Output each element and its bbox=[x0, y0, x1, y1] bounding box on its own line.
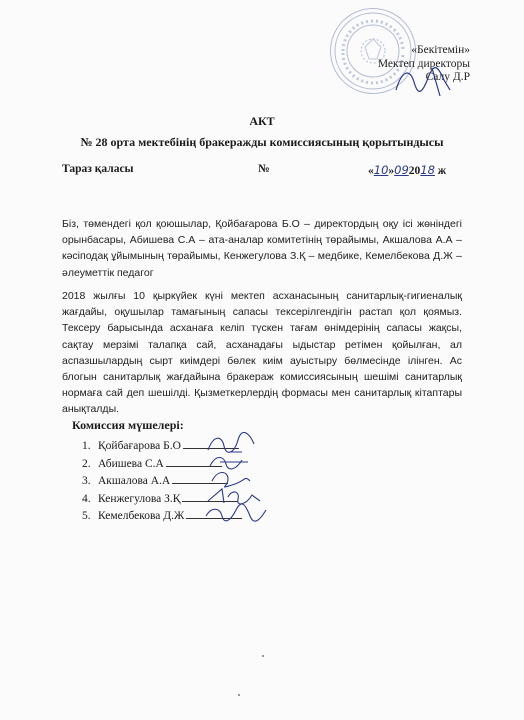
member-number: 3. bbox=[82, 475, 91, 488]
members-list bbox=[82, 438, 242, 526]
member-number: 4. bbox=[82, 492, 91, 505]
approval-line-3: Салу Д.Р bbox=[425, 71, 470, 83]
approval-line-2: Мектеп директоры bbox=[377, 57, 470, 70]
document-title: АКТ bbox=[249, 114, 275, 128]
member-name: Акшалова А.А bbox=[98, 475, 171, 488]
member-name: Кемелбекова Д.Ж bbox=[98, 510, 185, 523]
date-year: 18 bbox=[420, 163, 435, 177]
scan-speck bbox=[238, 694, 240, 696]
member-name: Кенжегулова З.Қ bbox=[98, 492, 181, 505]
scan-speck bbox=[262, 655, 264, 657]
member-name: Абишева С.А bbox=[98, 457, 164, 470]
member-item bbox=[82, 508, 242, 526]
city-label: Тараз қаласы bbox=[62, 163, 134, 175]
date-year-prefix: 20 bbox=[408, 165, 421, 177]
findings-paragraph: 2018 жылғы 10 қыркүйек күні мектеп асханасының санитарлық-гигиеналық жағдайы, оқушылар тамағының сапасы тексерілгендігін растап қол қоямыз. Тексеру барысында асханаға келіп түскен тағам өнімдерінің сапасы жақсы, сақтау мерзімі талапқа сай, асханадағы ыдыстар ретімен қойылған, ал аспазшылардың сырт киімдері бөлек киім ауыстыру бөлмесінде ілінген. Ас блогын санитарлық жағдайына бракераж комиссиясының шешімі санитарлық нормаға сай деп шешілді. Қызметкерлердің формасы мен санитарлық кітаптары анықталды. bbox=[62, 290, 462, 416]
approval-line-1: «Бекітемін» bbox=[411, 44, 470, 56]
date-suffix: ж bbox=[437, 165, 447, 177]
date-day: 10 bbox=[373, 163, 389, 177]
member-number: 5. bbox=[82, 510, 91, 523]
document-subtitle: № 28 орта мектебінің бракеражды комиссиясының қорытындысы bbox=[80, 135, 444, 149]
document-date bbox=[368, 163, 446, 177]
number-sign: № bbox=[258, 163, 270, 175]
date-mid: » bbox=[388, 165, 395, 177]
intro-paragraph: Біз, төмендегі қол қоюшылар, Қойбағарова Б.О – директордың оқу ісі жөніндегі орынбасары, Абишева С.А – ата-аналар комитетінің төрайымы, Акшалова А.А – кәсіподақ ұйымының төрайымы, Кенжегулова З.Қ – медбике, Кемелбекова Д.Ж – әлеуметтік педагог bbox=[62, 218, 462, 279]
date-open: « bbox=[368, 165, 374, 177]
member-number: 2. bbox=[82, 457, 91, 470]
member-name: Қойбағарова Б.О bbox=[98, 440, 181, 452]
member-signature bbox=[202, 502, 272, 526]
members-heading: Комиссия мүшелері: bbox=[72, 418, 184, 432]
date-month: 09 bbox=[394, 163, 409, 177]
director-signature bbox=[392, 60, 462, 100]
member-number: 1. bbox=[82, 440, 91, 452]
